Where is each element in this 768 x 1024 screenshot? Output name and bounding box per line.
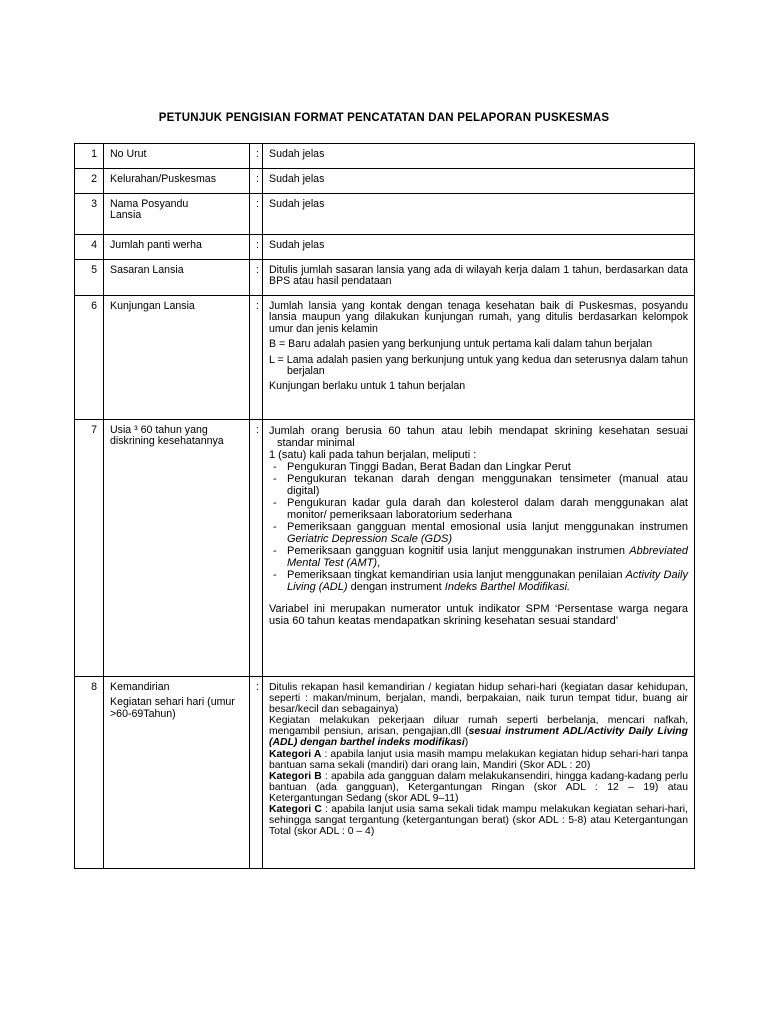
independence-description: Ditulis rekapan hasil kemandirian / kegiatan hidup sehari-hari (kegiatan dasar kehidupan, seperti : makan/minum, berjalan, mandi, berpakaian, naik turun tempat tidur, buang air besar/kecil dan sebagainya) [269,682,688,716]
old-patient-definition: L = Lama adalah pasien yang berkunjung untuk yang kedua dan seterusnya dalam tahun berjalan [269,353,688,378]
document-title: PETUNJUK PENGISIAN FORMAT PENCATATAN DAN PELAPORAN PUSKESMAS [158,112,610,124]
row-colon: : [250,169,263,194]
table-row [75,169,695,194]
row-label: Nama Posyandu Lansia [104,194,250,235]
row-colon: : [250,677,263,869]
row-label: Kelurahan/Puskesmas [104,169,250,194]
row-number: 7 [75,420,104,677]
row-description: Sudah jelas [263,144,695,169]
category-a: Kategori A : apabila lanjut usia masih mampu melakukan kegiatan hidup sehari-hari tanpa bantuan sama sekali (mandiri) dari orang lain, Mandiri (Skor ADL : 20) [269,748,689,771]
list-item: - Pengukuran tekanan darah dengan menggunakan tensimeter (manual atau digital) [273,473,688,497]
row-label: Sasaran Lansia [104,260,250,296]
spm-variable-note: Variabel ini merupakan numerator untuk indikator SPM ‘Persentase warga negara usia 60 tahun keatas mendapatkan skrining kesehatan sesuai standard’ [269,603,688,627]
row-description [263,296,695,420]
row-colon: : [250,420,263,677]
row-label [104,677,250,869]
visit-note: Kunjungan berlaku untuk 1 tahun berjalan [269,380,466,393]
row-label: Usia ³ 60 tahun yang diskrining kesehatannya [104,420,250,677]
list-item: - Pemeriksaan gangguan mental emosional usia lanjut menggunakan instrumen Geriatric Depression Scale (GDS) [273,521,688,545]
row-number: 5 [75,260,104,296]
row-colon: : [250,194,263,235]
outside-activity-description: Kegiatan melakukan pekerjaan diluar rumah seperti berbelanja, mencari nafkah, mengambil pensiun, arisan, pengajian,dll (sesuai instrument ADL/Activity Daily Living (ADL) dengan barthel indeks modifikasi) [269,715,688,749]
list-item: - Pengukuran Tinggi Badan, Berat Badan dan Lingkar Perut [273,461,571,473]
row-number: 1 [75,144,104,169]
row-number: 6 [75,296,104,420]
table-row [75,296,695,420]
table-row [75,144,695,169]
row-colon: : [250,235,263,260]
row-label: Kunjungan Lansia [104,296,250,420]
list-item: - Pemeriksaan gangguan kognitif usia lanjut menggunakan instrumen Abbreviated Mental Test (AMT), [273,545,688,569]
row-colon: : [250,260,263,296]
visit-description: Jumlah lansia yang kontak dengan tenaga kesehatan baik di Puskesmas, posyandu lansia maupun yang dilakukan kunjungan rumah, yang ditulis berdasarkan kelompok umur dan jenis kelamin [269,300,688,335]
row-description: Sudah jelas [263,235,695,260]
row-description: Sudah jelas [263,194,695,235]
guide-table [74,143,695,869]
new-patient-definition: B = Baru adalah pasien yang berkunjung untuk pertama kali dalam tahun berjalan [269,338,653,351]
row-label: No Urut [104,144,250,169]
row-description: Sudah jelas [263,169,695,194]
screening-list [269,461,688,593]
list-item: - Pengukuran kadar gula darah dan kolesterol dalam darah menggunakan alat monitor/ pemeriksaan laboratorium sederhana [273,497,688,521]
row-description [263,677,695,869]
row-number: 3 [75,194,104,235]
table-row [75,235,695,260]
row-number: 4 [75,235,104,260]
row-number: 8 [75,677,104,869]
table-row [75,677,695,869]
row-description: Ditulis jumlah sasaran lansia yang ada di wilayah kerja dalam 1 tahun, berdasarkan data BPS atau hasil pendataan [263,260,695,296]
table-row [75,420,695,677]
screening-frequency: 1 (satu) kali pada tahun berjalan, meliputi : [269,449,477,461]
table-row [75,260,695,296]
list-item: - Pemeriksaan tingkat kemandirian usia lanjut menggunakan penilaian Activity Daily Living (ADL) dengan instrument Indeks Barthel Modifikasi. [273,569,688,593]
table-row [75,194,695,235]
row-label-sub: Kegiatan sehari hari (umur >60-69Tahun) [110,696,235,720]
category-c: Kategori C : apabila lanjut usia sama sekali tidak mampu melakukan kegiatan sehari-hari, sehingga sangat tergantung (ketergantungan berat) (skor ADL : 5-8) atau Ketergantungan Total (skor ADL : 0 – 4) [269,804,688,838]
row-number: 2 [75,169,104,194]
row-label: Jumlah panti werha [104,235,250,260]
row-description [263,420,695,677]
row-colon: : [250,144,263,169]
screening-intro: Jumlah orang berusia 60 tahun atau lebih mendapat skrining kesehatan sesuai standar minimal [269,425,688,449]
row-label-title: Kemandirian [110,681,170,693]
category-b: Kategori B : apabila ada gangguan dalam melakukansendiri, hingga kadang-kadang perlu bantuan (ada gangguan), Ketergantungan Ringan (skor ADL : 12 – 19) atau Ketergantungan Sedang (skor ADL 9–11) [269,770,688,804]
row-colon: : [250,296,263,420]
